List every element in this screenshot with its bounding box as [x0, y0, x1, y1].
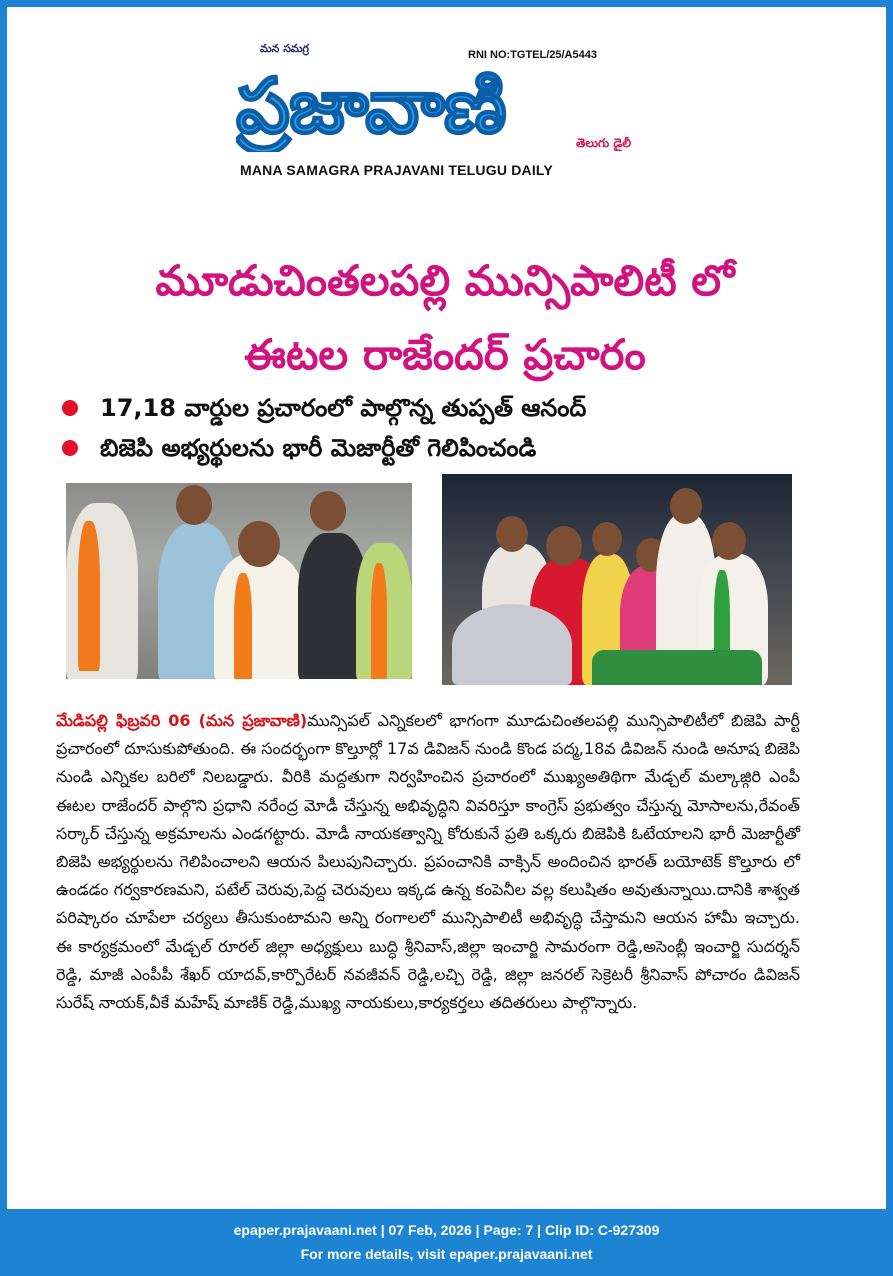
headline-line-1: మూడుచింతలపల్లి మున్సిపాలిటీ లో [155, 256, 735, 305]
photo-person [66, 503, 138, 679]
sub-headline-2 [60, 428, 840, 468]
photo-scarf [371, 563, 387, 679]
telugu-daily-label: తెలుగు డైలీ [576, 136, 631, 150]
photo-head [546, 526, 582, 566]
photo-head [670, 488, 702, 524]
photo-head [592, 522, 622, 556]
photo-head [310, 491, 346, 531]
footer-clip-info: epaper.prajavaani.net | 07 Feb, 2026 | Page: 7 | Clip ID: C-927309 [233, 1222, 660, 1238]
photo-head [176, 485, 212, 525]
sub-headline-2-text: బిజెపి అభ్యర్థులను భారీ మెజార్టీతో గెలిపించండి [100, 434, 537, 462]
rni-number: RNI NO:TGTEL/25/A5443 [468, 49, 597, 61]
clip-footer [0, 1209, 893, 1276]
article-dateline: మేడిపల్లి ఫిబ్రవరి 06 (మన ప్రజావాణి) [56, 711, 308, 730]
footer-link-text[interactable]: For more details, visit epaper.prajavaani.net [300, 1246, 593, 1262]
bullet-dot-icon [62, 440, 78, 456]
sub-headlines [60, 388, 840, 468]
sub-headline-1 [60, 388, 840, 428]
photo-head [238, 521, 280, 567]
bullet-dot-icon [62, 400, 78, 416]
newspaper-logo: ప్రజావాణి [236, 61, 506, 150]
article-headline [40, 244, 850, 392]
photo-flowers [592, 650, 762, 685]
photo-scarf [78, 521, 100, 671]
article-body [56, 707, 800, 1017]
masthead-subtitle: MANA SAMAGRA PRAJAVANI TELUGU DAILY [240, 162, 553, 178]
article-body-text: మున్సిపల్ ఎన్నికలలో భాగంగా మూడుచింతలపల్లి మున్సిపాలిటీలో బిజెపి పార్టీ ప్రచారంలో దూసుకుపోతుంది. ఈ సందర్భంగా కొల్తూర్లో 17వ డివిజన్ నుండి కొండ పద్మ,18వ డివిజన్ నుండి అనూష బిజెపి నుండి ఎన్నికల బరిలో నిలబడ్డారు. వీరికి మద్దతుగా నిర్వహించిన ప్రచారంలో ముఖ్యఅతిథిగా మేడ్చల్ మల్కాజ్గిరి ఎంపీ ఈటల రాజేందర్ పాల్గొని ప్రధాని నరేంద్ర మోడీ చేస్తున్న అభివృద్ధిని వివరిస్తూ కాంగ్రెస్ ప్రభుత్వం చేస్తున్న మోసాలను,రేవంత్ సర్కార్ చేస్తున్న అక్రమాలను ఎండగట్టారు. మోడీ నాయకత్వాన్ని కోరుకునే ప్రతి ఒక్కరు బిజెపికి ఓటేయాలని భారీ మెజార్టీతో బిజెపి అభ్యర్థులను గెలిపించాలని ఆయన పిలుపునిచ్చారు. ప్రపంచానికి వాక్సిన్ అందించిన భారత్ బయోటెక్ కొల్తూరు లో ఉండడం గర్వకారణమని, పటేల్ చెరువు,పెద్ద చెరువులు ఇక్కడ ఉన్న కంపెనీల వల్ల కలుషితం అవుతున్నాయి.దానికి శాశ్వత పరిష్కారం చూపేలా చర్యలు తీసుకుంటామని అన్ని రంగాలలో మున్సిపాలిటీ అభివృద్ధి చేస్తామని ఆయన హామీ ఇచ్చారు. ఈ కార్యక్రమంలో మేడ్చల్ రూరల్ జిల్లా అధ్యక్షులు బుద్ధి శ్రీనివాస్,జిల్లా ఇంచార్జి సామరంగా రెడ్డి,అసెంబ్లీ ఇంచార్జి సుదర్శన్ రెడ్డి, మాజీ ఎంపీపీ శేఖర్ యాదవ్,కార్పొరేటర్ నవజీవన్ రెడ్డి,లచ్చి రెడ్డి, జిల్లా జనరల్ సెక్రెటరీ శ్రీనివాస్ పోచారం డివిజన్ సురేష్ నాయక్,వీకే మహేష్ మాణిక్ రెడ్డి,ముఖ్య నాయకులు,కార్యకర్తలు తదితరులు పాల్గొన్నారు. [56, 711, 801, 1013]
campaign-photo-left [66, 483, 412, 679]
photo-person [214, 553, 306, 679]
masthead-tagline: మన సమగ్ర [260, 42, 309, 55]
masthead [226, 34, 671, 184]
campaign-photo-right [442, 474, 792, 685]
photo-scarf [234, 573, 252, 679]
photo-speaker-equipment [452, 604, 572, 685]
headline-line-2: ఈటల రాజేందర్ ప్రచారం [244, 330, 646, 379]
photo-head [496, 516, 528, 552]
sub-headline-1-text: 17,18 వార్డుల ప్రచారంలో పాల్గొన్న తుప్పత్ ఆనంద్ [100, 394, 587, 422]
photo-head [712, 522, 746, 560]
